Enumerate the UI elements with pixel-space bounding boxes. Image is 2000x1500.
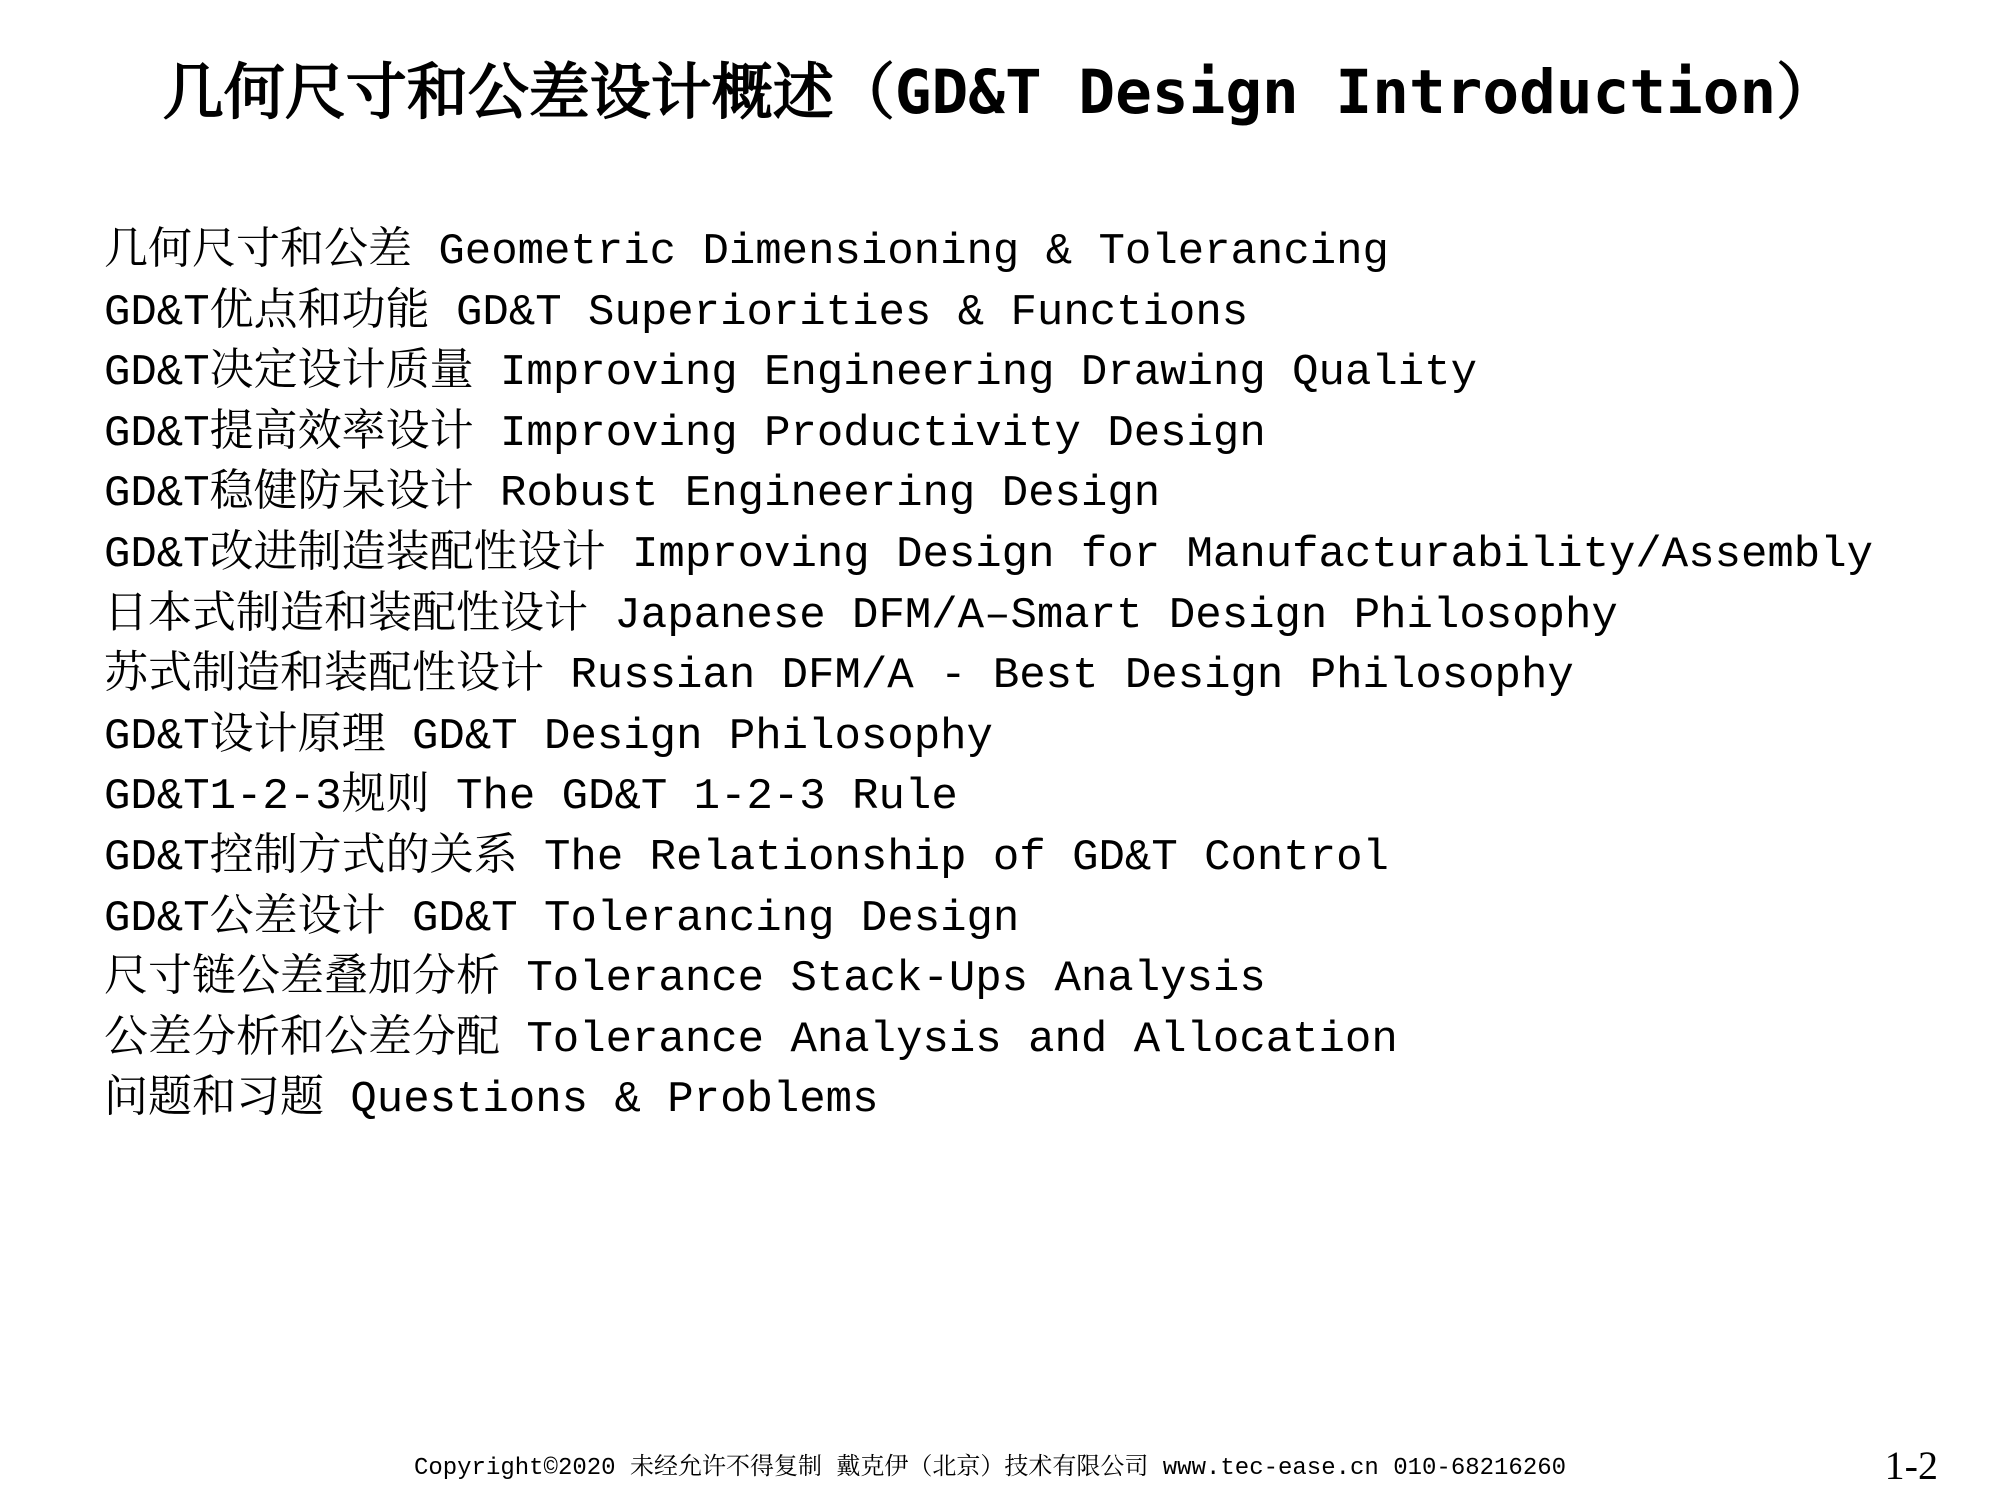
page-number: 1-2	[1884, 1443, 1938, 1488]
topic-item-5: GD&T稳健防呆设计 Robust Engineering Design	[104, 469, 1161, 520]
topic-list	[104, 222, 1873, 1131]
slide-title: 几何尺寸和公差设计概述（GD&T Design Introduction）	[162, 57, 1838, 128]
topic-item-2: GD&T优点和功能 GD&T Superiorities & Functions	[104, 287, 1249, 338]
topic-item-1: 几何尺寸和公差 Geometric Dimensioning & Tolerancing	[104, 227, 1389, 277]
topic-item-7: 日本式制造和装配性设计 Japanese DFM/A–Smart Design Philosophy	[104, 590, 1618, 641]
topic-item-9: GD&T设计原理 GD&T Design Philosophy	[104, 711, 993, 762]
topic-item-12: GD&T公差设计 GD&T Tolerancing Design	[104, 893, 1020, 944]
topic-item-13: 尺寸链公差叠加分析 Tolerance Stack-Ups Analysis	[104, 954, 1266, 1005]
footer-copyright: Copyright©2020 未经允许不得复制 戴克伊（北京）技术有限公司 www.tec-ease.cn 010-68216260	[413, 1455, 1567, 1482]
topic-item-11: GD&T控制方式的关系 The Relationship of GD&T Control	[104, 832, 1389, 883]
topic-item-3: GD&T决定设计质量 Improving Engineering Drawing Quality	[104, 348, 1477, 399]
topic-item-4: GD&T提高效率设计 Improving Productivity Design	[104, 408, 1266, 459]
topic-item-6: GD&T改进制造装配性设计 Improving Design for Manufacturability/Assembly	[104, 529, 1874, 580]
topic-item-10: GD&T1-2-3规则 The GD&T 1-2-3 Rule	[104, 772, 958, 823]
topic-item-14: 公差分析和公差分配 Tolerance Analysis and Allocation	[104, 1014, 1398, 1065]
topic-item-15: 问题和习题 Questions & Problems	[104, 1075, 879, 1126]
topic-item-8: 苏式制造和装配性设计 Russian DFM/A - Best Design Philosophy	[104, 651, 1574, 702]
